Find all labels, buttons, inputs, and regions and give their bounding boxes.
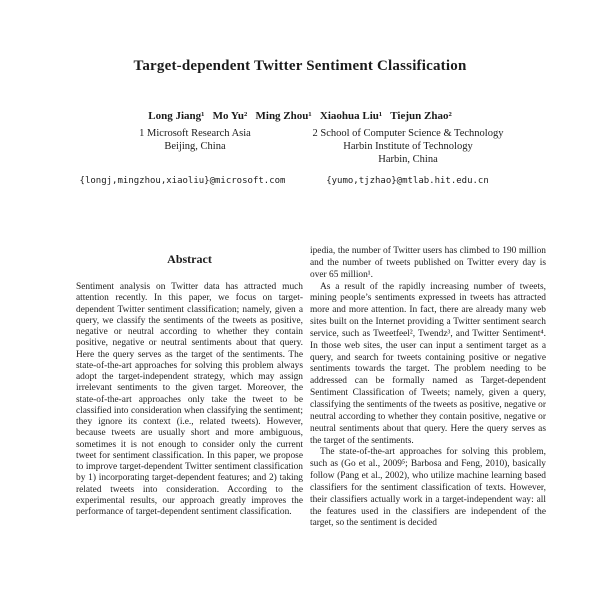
email-hit: {yumo,tjzhao}@mtlab.hit.edu.cn — [326, 176, 489, 186]
right-column — [310, 246, 546, 530]
intro-paragraph-continued: ipedia, the number of Twitter users has climbed to 190 million and the number of tweets published on Twitter every day is over 65 million¹. — [310, 246, 546, 280]
affiliation-2-city: Harbin, China — [378, 153, 438, 165]
paper-title: Target-dependent Twitter Sentiment Classification — [133, 58, 467, 74]
abstract-heading: Abstract — [167, 252, 212, 266]
affiliation-1-city: Beijing, China — [164, 140, 226, 152]
email-microsoft: {longj,mingzhou,xiaoliu}@microsoft.com — [79, 176, 286, 186]
affiliation-2-institute: Harbin Institute of Technology — [343, 140, 473, 152]
intro-paragraph-3: The state-of-the-art approaches for solving this problem, such as (Go et al., 2009⁵; Barbosa and Feng, 2010), basically follow (Pang et al., 2002), who utilize machine learning based classifiers for the sentiment classification of texts. However, their classifiers actually work in a target-independent way: all the features used in the classifiers are independent of the target, so the sentiment is decided — [310, 447, 546, 529]
affiliation-2-name: 2 School of Computer Science & Technology — [312, 128, 504, 139]
affiliation-2 — [268, 128, 548, 166]
affiliation-1-name: 1 Microsoft Research Asia — [139, 128, 251, 139]
author-line: Long Jiang¹ Mo Yu² Ming Zhou¹ Xiaohua Liu¹ Tiejun Zhao² — [148, 110, 452, 122]
intro-paragraph-2: As a result of the rapidly increasing number of tweets, mining people’s sentiments expressed in tweets has attracted more and more attention. In fact, there are already many web sites built on the Internet providing a Twitter sentiment search service, such as Tweetfeel², Twendz³, and Twitter Sentiment⁴. In those web sites, the user can input a sentiment target as a query, and search for tweets containing positive or negative sentiments towards the target. The problem needing to be addressed can be formally named as Target-dependent Sentiment Classification of Tweets; namely, given a query, classifying the sentiments of the tweets as positive, negative or neutral according to whether they contain positive, negative or neutral sentiments about that query. Here the query serves as the target of the sentiments. — [310, 281, 546, 446]
abstract-body: Sentiment analysis on Twitter data has attracted much attention recently. In this paper, we focus on target-dependent Twitter sentiment classification; namely, given a query, we classify the sentiments of the tweets as positive, negative or neutral according to whether they contain positive, negative or neutral sentiments about that query. Here the query serves as the target of the sentiments. The state-of-the-art approaches for solving this problem always adopt the target-independent strategy, which may assign irrelevant sentiments to the given target. Moreover, the state-of-the-art approaches only take the tweet to be classified into consideration when classifying the sentiment; they ignore its context (i.e., related tweets). However, because tweets are usually short and more ambiguous, sometimes it is not enough to consider only the current tweet for sentiment classification. In this paper, we propose to improve target-dependent Twitter sentiment classification by 1) incorporating target-dependent features; and 2) taking related tweets into consideration. According to the experimental results, our approach greatly improves the performance of target-dependent sentiment classification. — [76, 282, 303, 517]
left-column — [76, 252, 303, 518]
